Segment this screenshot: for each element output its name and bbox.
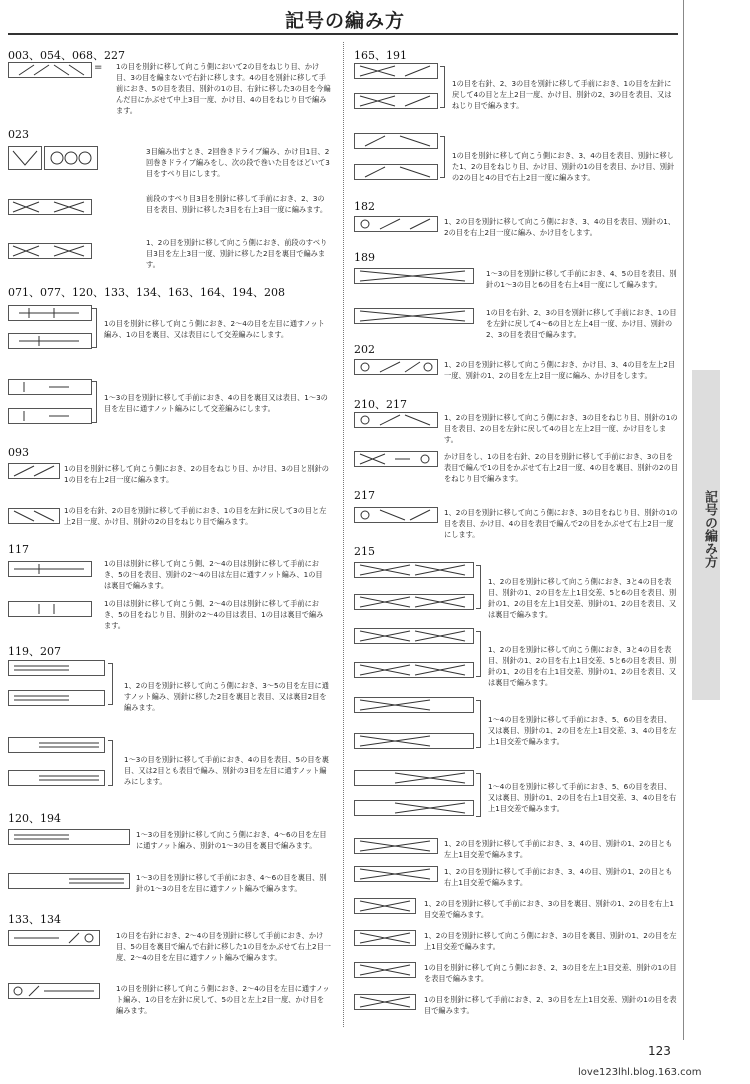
knit-chart: [354, 308, 474, 324]
knit-chart: [354, 930, 416, 946]
section-heading: 071、077、120、133、134、163、164、194、208: [8, 286, 285, 299]
section-description: 1、2の目を別針に移して向こう側におき、3と4の目を表目、別針の1、2の目を左上1目交差、5と6の目を表目、別針の1、2の目を左上1目交差、別針の1、2の目を表目、又は裏目で編みます。: [488, 577, 677, 619]
knit-chart: [8, 146, 42, 170]
section-heading: 182: [354, 200, 375, 213]
section-description: 3目編み出すとき、2回巻きドライブ編み、かけ目1目、2回巻きドライブ編みをし、次の段で巻いた目をほどいて3目をすべり目にします。: [146, 147, 330, 178]
section-description: 1〜3の目を別針に移して手前におき、4、5の目を表目、別針の1〜3の目と6の目を右上4目一度にして編みます。: [486, 269, 677, 289]
page-number: 123: [648, 1044, 671, 1058]
section-description: 1〜4の目を別針に移して手前におき、5、6の目を表目、又は裏目、別針の1、2の目を左上1目交差、3、4の目を左上1目交差で編みます。: [488, 715, 677, 746]
section-description: 1の目を別針に移して向こう側におき、2〜4の目を左目に通すノット編み、1の目を裏目、又は表目にして交差編みにします。: [104, 319, 325, 339]
knit-chart: [354, 866, 438, 882]
section-description: 1、2の目を別針に移して向こう側におき、かけ目、3、4の目を左上2目一度、別針の1、2の目を左上2目一度に編み、かけ目をします。: [444, 360, 676, 380]
section-description: 1〜3の目を別針に移して手前におき、4の目を表目、5の目を裏目、又は2目とも表目で編み、別針の3目を左目に通すノット編みにします。: [124, 755, 329, 786]
section-description: 1の目は別針に移して向こう側、2〜4の目は別針に移して手前におき、5の目をねじり目、別針の2〜4の目は表目、1の目は裏目で編みます。: [104, 599, 324, 630]
side-tab-label: 記号の編み方: [702, 490, 717, 568]
section-heading: 165、191: [354, 49, 407, 62]
section-description: 1の目を別針に移して向こう側におき、2、3の目を左上1目交差、別針の1の目を表目で編みます。: [424, 963, 677, 983]
section-description: 1、2の目を別針に移して手前におき、3、4の目、別針の1、2の目とも左上1目交差で編みます。: [444, 839, 673, 859]
section-description: 1の目は別針に移して向こう側、2〜4の目は別針に移して手前におき、5の目を表目、別針の2〜4の目は左目に通すノット編み、1の目は裏目で編みます。: [104, 559, 323, 590]
knit-chart: [354, 800, 474, 816]
section-heading: 003、054、068、227: [8, 49, 125, 62]
knit-chart: [354, 594, 474, 610]
knit-chart: [354, 770, 474, 786]
knit-chart: [44, 146, 98, 170]
section-description: 1、2の目を別針に移して向こう側におき、3の目を裏目、別針の1、2の目を左上1目交差で編みます。: [424, 931, 677, 951]
section-description: 1〜3の目を別針に移して手前におき、4〜6の目を裏目、別針の1〜3の目を左目に通すノット編みで編みます。: [136, 873, 327, 893]
knit-chart: [8, 930, 100, 946]
knit-chart: [354, 93, 438, 109]
section-description: 1〜3の目を別針に移して手前におき、4の目を裏目又は表目、1〜3の目を左目に通すノット編みにして交差編みにします。: [104, 393, 328, 413]
knit-chart: [8, 305, 92, 321]
section-description: 1の目を別針に移して手前におき、2、3の目を左上1目交差、別針の1の目を表目で編みます。: [424, 995, 677, 1015]
section-description: 前段のすべり目3目を別針に移して手前におき、2、3の目を表目、別針に移した3目を右上3目一度に編みます。: [146, 194, 328, 214]
brace: [108, 740, 113, 786]
section-description: 1〜3の目を別針に移して向こう側におき、4〜6の目を左目に通すノット編み、別針の1〜3の目を裏目で編みます。: [136, 830, 327, 850]
knit-chart: [354, 451, 438, 467]
section-description: 1〜4の目を別針に移して手前におき、5、6の目を表目、又は裏目、別針の1、2の目を右上1目交差、3、4の目を右上1目交差で編みます。: [488, 782, 677, 813]
knit-chart: [8, 463, 60, 479]
knit-chart: [8, 601, 92, 617]
column-separator: [343, 42, 344, 1027]
equals-sign: =: [94, 62, 103, 73]
knit-chart: [8, 408, 92, 424]
section-description: 1、2の目を別針に移して向こう側におき、3の目をねじり目、別針の1の目を表目、2の目を左針に戻して4の目と左上2目一度、かけ目をします。: [444, 413, 678, 444]
knit-chart: [354, 697, 474, 713]
section-description: かけ目をし、1の目を右針、2の目を別針に移して手前におき、3の目を表目で編んで1の目をかぶせて右上2目一度、4の目を裏目、別針の2の目をねじり目で編みます。: [444, 452, 678, 483]
knit-chart: [354, 562, 474, 578]
knit-chart: [354, 216, 438, 232]
knit-chart: [354, 662, 474, 678]
section-description: 1の目を右針、2の目を別針に移して手前におき、1の目を左針に戻して3の目と左上2目一度、かけ目、別針の2の目をねじり目で編みます。: [64, 506, 327, 526]
knit-chart: [354, 63, 438, 79]
knit-chart: [8, 508, 60, 524]
knit-chart: [354, 164, 438, 180]
knit-chart: [8, 62, 92, 78]
section-description: 1、2の目を別針に移して向こう側におき、3〜5の目を左目に通すノット編み、別針に移した2目を裏目と表目、又は裏目2目を編みます。: [124, 681, 329, 712]
brace: [476, 700, 481, 748]
knit-chart: [8, 561, 92, 577]
knit-chart: [354, 994, 416, 1010]
knit-chart: [354, 628, 474, 644]
section-heading: 120、194: [8, 812, 61, 825]
knit-chart: [8, 690, 105, 706]
section-description: 1、2の目を別針に移して手前におき、3の目を裏目、別針の1、2の目を右上1目交差で編みます。: [424, 899, 674, 919]
section-heading: 117: [8, 543, 29, 556]
section-heading: 093: [8, 446, 29, 459]
watermark: love123lhl.blog.163.com: [578, 1067, 702, 1078]
knit-chart: [354, 359, 438, 375]
knit-chart: [8, 737, 105, 753]
knit-chart: [354, 268, 474, 284]
section-description: 1の目を別針に移して向こう側におき、3、4の目を表目、別針に移した1、2の目をねじり目、かけ目、別針の1の目を表目、かけ目、別針の2の目と4の目で右上2目一度に編みます。: [452, 151, 675, 182]
brace: [476, 631, 481, 677]
knit-chart: [8, 829, 130, 845]
section-heading: 202: [354, 343, 375, 356]
section-description: 1の目を右針、2、3の目を別針に移して手前におき、1の目を左針に戻して4の目と左上2目一度、かけ目、別針の2、3の目を表目、又はねじり目で編みます。: [452, 79, 672, 110]
section-description: 1の目を右針におき、2〜4の目を別針に移して手前におき、かけ目、5の目を裏目で編んで右針に移した1の目をかぶせて右上2目一度、2〜4の目を左目に通すノット編みで編みます。: [116, 931, 331, 962]
brace: [92, 308, 97, 348]
knit-chart: [354, 733, 474, 749]
right-edge-rule: [683, 0, 684, 1040]
knit-chart: [8, 333, 92, 349]
brace: [440, 66, 445, 108]
section-heading: 119、207: [8, 645, 61, 658]
knit-chart: [354, 507, 438, 523]
section-description: 1、2の目を別針に移して向こう側におき、3と4の目を表目、別針の1、2の目を右上1目交差、5と6の目を表目、別針の1、2の目を右上1目交差、別針の1、2の目を表目、又は裏目で編みます。: [488, 645, 677, 687]
section-heading: 023: [8, 128, 29, 141]
section-description: 1、2の目を別針に移して向こう側におき、3、4の目を表目、別針の1、2の目を右上2目一度に編み、かけ目をします。: [444, 217, 676, 237]
section-heading: 215: [354, 545, 375, 558]
title-rule: [8, 33, 678, 35]
brace: [92, 381, 97, 423]
brace: [476, 773, 481, 817]
knit-chart: [8, 770, 105, 786]
brace: [476, 565, 481, 609]
section-description: 1の目を別針に移して向こう側におき、2の目をねじり目、かけ目、3の目と別針の1の目を右上2目一度に編みます。: [64, 464, 329, 484]
page-title: 記号の編み方: [284, 10, 405, 32]
section-description: 1の目を別針に移して向こう側におき、2〜4の目を左目に通すノット編み、1の目を左針に戻して、5の目と左上2目一度、かけ目を編みます。: [116, 984, 330, 1015]
knit-chart: [8, 199, 92, 215]
knit-chart: [354, 133, 438, 149]
knit-chart: [8, 983, 100, 999]
section-heading: 133、134: [8, 913, 61, 926]
knit-chart: [354, 838, 438, 854]
knit-chart: [354, 412, 438, 428]
knit-chart: [8, 873, 130, 889]
section-description: 1、2の目を別針に移して向こう側におき、前段のすべり目3目を左上3目一度、別針に移した2目を裏目で編みます。: [146, 238, 328, 269]
knit-chart: [8, 660, 105, 676]
knit-chart: [354, 962, 416, 978]
knit-chart: [354, 898, 416, 914]
section-description: 1の目を別針に移して向こう側において2の目をねじり目、かけ目、3の目を編まないで右針に移します。4の目を別針に移して手前におき、5の目を表目、別針の1の目、右針に移した3の目を今編んだ目にかぶせて中上3目一度、かけ目、4の目をねじり目で編みます。: [116, 62, 331, 115]
section-heading: 217: [354, 489, 375, 502]
section-heading: 189: [354, 251, 375, 264]
knit-chart: [8, 243, 92, 259]
brace: [440, 136, 445, 178]
brace: [108, 663, 113, 705]
section-description: 1、2の目を別針に移して手前におき、3、4の目、別針の1、2の目とも右上1目交差で編みます。: [444, 867, 673, 887]
section-heading: 210、217: [354, 398, 407, 411]
section-description: 1、2の目を別針に移して向こう側におき、3の目をねじり目、別針の1の目を表目、かけ目、4の目を表目で編んで2の目をかぶせて右上2目一度にします。: [444, 508, 678, 539]
knit-chart: [8, 379, 92, 395]
section-description: 1の目を右針、2、3の目を別針に移して手前におき、1の目を左針に戻して4〜6の目と左上4目一度、かけ目、別針の2、3の目を表目で編みます。: [486, 308, 677, 339]
